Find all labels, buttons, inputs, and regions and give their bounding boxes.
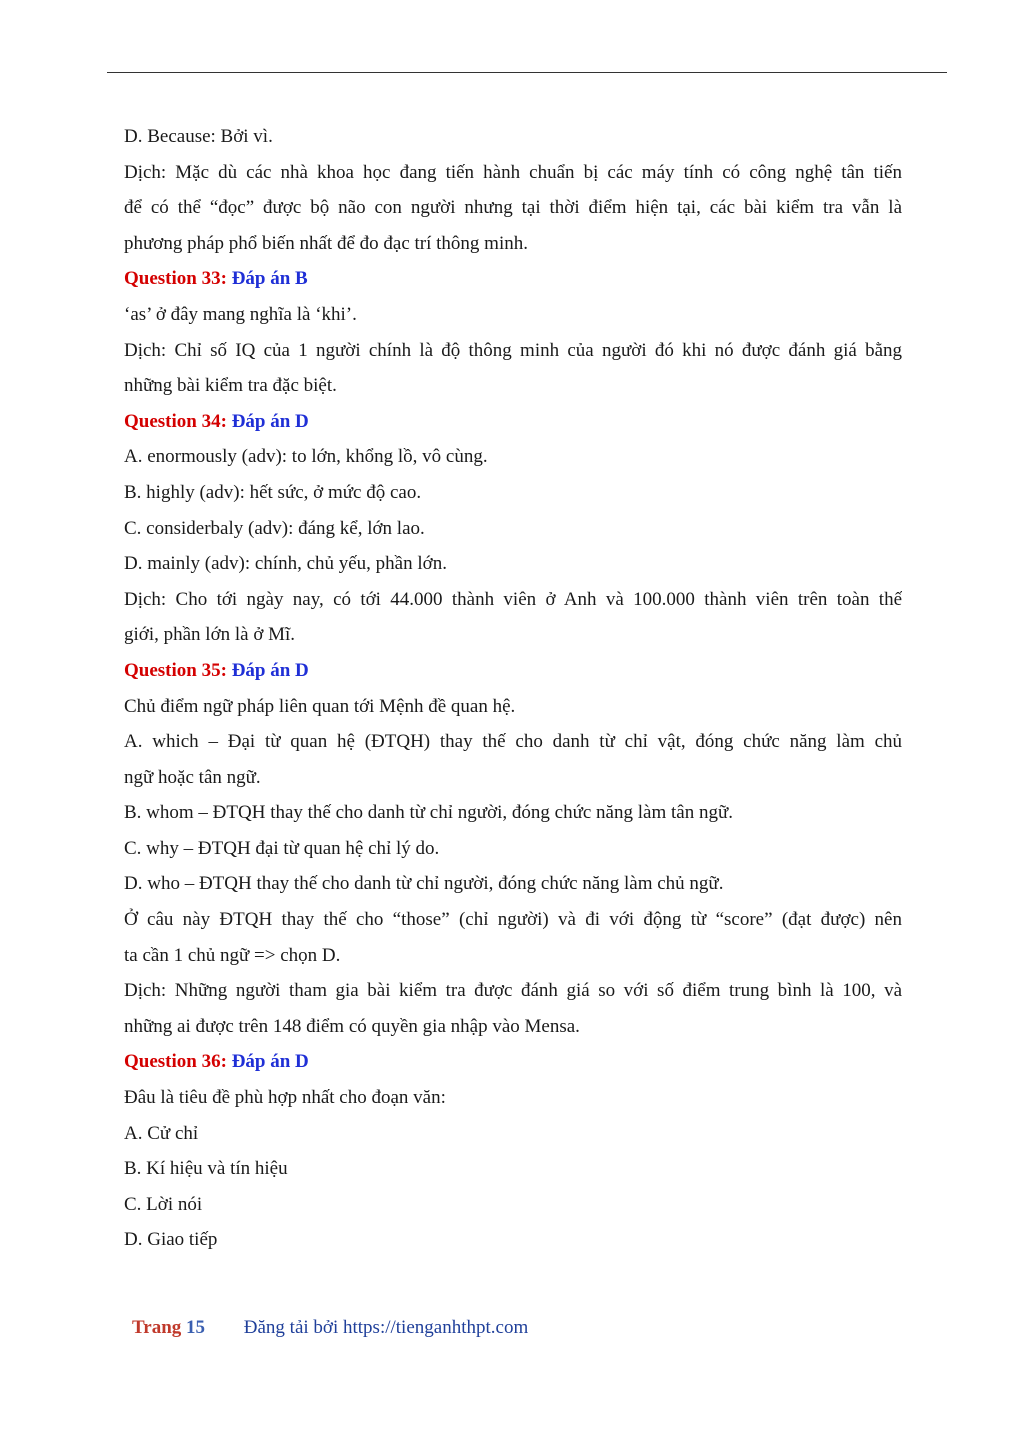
- question-35-heading: [124, 653, 902, 689]
- text-line: Dịch: Những người tham gia bài kiểm tra được đánh giá so với số điểm trung bình là 100, và: [124, 980, 902, 1002]
- text-line: D. mainly (adv): chính, chủ yếu, phần lớn.: [124, 553, 447, 575]
- question-34-heading: [124, 404, 902, 440]
- text-line: ‘as’ ở đây mang nghĩa là ‘khi’.: [124, 303, 357, 325]
- text-line: những bài kiểm tra đặc biệt.: [124, 375, 337, 397]
- text-line: C. why – ĐTQH đại từ quan hệ chỉ lý do.: [124, 837, 440, 859]
- answer-label: Đáp án D: [231, 659, 309, 681]
- question-label: Question 34:: [124, 410, 227, 432]
- text-line: Dịch: Mặc dù các nhà khoa học đang tiến hành chuẩn bị các máy tính có công nghệ tân tiến: [124, 161, 902, 183]
- question-36-heading: [124, 1044, 902, 1080]
- question-label: Question 35:: [124, 659, 227, 681]
- question-label: Question 33:: [124, 268, 227, 290]
- text-line: ta cần 1 chủ ngữ => chọn D.: [124, 944, 341, 966]
- text-line: C. considerbaly (adv): đáng kể, lớn lao.: [124, 517, 425, 539]
- text-line: để có thể “đọc” được bộ não con người nhưng tại thời điểm hiện tại, các bài kiểm tra vẫn là: [124, 197, 902, 219]
- page-number: 15: [186, 1317, 206, 1338]
- question-33-heading: [124, 261, 902, 297]
- answer-label: Đáp án D: [231, 1051, 309, 1073]
- text-line: D. who – ĐTQH thay thế cho danh từ chỉ người, đóng chức năng làm chủ ngữ.: [124, 873, 724, 895]
- text-line: giới, phần lớn là ở Mĩ.: [124, 624, 296, 646]
- text-line: C. Lời nói: [124, 1193, 203, 1215]
- text-line: Đâu là tiêu đề phù hợp nhất cho đoạn văn:: [124, 1087, 446, 1109]
- text-line: A. which – Đại từ quan hệ (ĐTQH) thay thế cho danh từ chỉ vật, đóng chức năng làm chủ: [124, 731, 902, 753]
- text-line: phương pháp phổ biến nhất để đo đạc trí thông minh.: [124, 232, 528, 254]
- text-line: B. whom – ĐTQH thay thế cho danh từ chỉ người, đóng chức năng làm tân ngữ.: [124, 802, 733, 824]
- text-line: Ở câu này ĐTQH thay thế cho “those” (chỉ người) và đi với động từ “score” (đạt được) nên: [124, 909, 902, 931]
- text-line: B. Kí hiệu và tín hiệu: [124, 1158, 288, 1180]
- footer-credit-link[interactable]: Đăng tải bởi https://tienganhthpt.com: [243, 1317, 529, 1338]
- text-line: A. enormously (adv): to lớn, khổng lồ, vô cùng.: [124, 446, 488, 468]
- page-indicator: [132, 1317, 210, 1338]
- answer-label: Đáp án B: [231, 268, 308, 290]
- question-label: Question 36:: [124, 1051, 227, 1073]
- page-footer: [132, 1312, 528, 1344]
- text-line: ngữ hoặc tân ngữ.: [124, 766, 261, 788]
- text-line: A. Cử chỉ: [124, 1122, 199, 1144]
- text-line: D. Because: Bởi vì.: [124, 126, 273, 147]
- page-content: [124, 119, 902, 1258]
- text-line: Dịch: Cho tới ngày nay, có tới 44.000 thành viên ở Anh và 100.000 thành viên trên toàn thế: [124, 588, 902, 610]
- answer-label: Đáp án D: [231, 410, 309, 432]
- page-word: Trang: [132, 1317, 182, 1338]
- text-line: B. highly (adv): hết sức, ở mức độ cao.: [124, 481, 422, 503]
- text-line: Chủ điểm ngữ pháp liên quan tới Mệnh đề quan hệ.: [124, 695, 516, 717]
- header-rule: [107, 72, 947, 73]
- text-line: những ai được trên 148 điểm có quyền gia nhập vào Mensa.: [124, 1015, 580, 1037]
- text-line: D. Giao tiếp: [124, 1229, 218, 1251]
- text-line: Dịch: Chỉ số IQ của 1 người chính là độ thông minh của người đó khi nó được đánh giá bằng: [124, 339, 902, 361]
